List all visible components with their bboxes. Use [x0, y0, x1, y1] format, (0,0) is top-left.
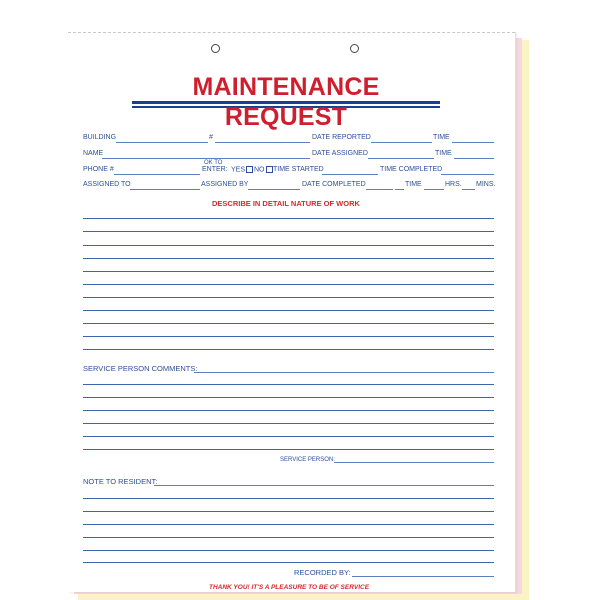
describe-line[interactable] — [83, 218, 494, 219]
punch-hole-right — [350, 44, 359, 53]
hours-label: HRS. — [445, 181, 462, 188]
service-person-label: SERVICE PERSON: — [280, 457, 335, 463]
comments-line[interactable] — [83, 384, 494, 385]
describe-line[interactable] — [83, 297, 494, 298]
time-assigned-label: TIME — [435, 150, 452, 157]
time-started-label: TIME STARTED — [273, 166, 324, 173]
service-person-field[interactable] — [334, 462, 494, 463]
note-line[interactable] — [83, 537, 494, 538]
note-line[interactable] — [83, 498, 494, 499]
building-label: BUILDING — [83, 134, 117, 141]
describe-line[interactable] — [83, 336, 494, 337]
note-line[interactable] — [83, 524, 494, 525]
time-completed-field[interactable] — [441, 174, 494, 175]
describe-heading: DESCRIBE IN DETAIL NATURE OF WORK — [212, 199, 360, 208]
date-completed-field-1[interactable] — [366, 189, 393, 190]
date-reported-label: DATE REPORTED — [312, 134, 371, 141]
note-to-resident-field[interactable] — [154, 485, 494, 486]
no-label: NO — [254, 166, 265, 174]
hours-field[interactable] — [462, 189, 475, 190]
describe-line[interactable] — [83, 258, 494, 259]
no-option[interactable] — [254, 166, 274, 174]
service-comments-field[interactable] — [194, 372, 494, 373]
building-field[interactable] — [116, 142, 208, 143]
date-completed-field-2[interactable] — [395, 189, 404, 190]
minutes-label: MINS. — [476, 181, 496, 188]
describe-line[interactable] — [83, 323, 494, 324]
time-label: TIME — [405, 181, 422, 188]
comments-line[interactable] — [83, 410, 494, 411]
ok-to-label: OK TO — [204, 160, 223, 166]
time-started-field[interactable] — [322, 174, 378, 175]
time-reported-field[interactable] — [452, 142, 494, 143]
yes-option[interactable] — [231, 166, 254, 174]
time-assigned-field[interactable] — [454, 158, 494, 159]
assigned-by-label: ASSIGNED BY — [201, 181, 249, 188]
date-assigned-label: DATE ASSIGNED — [312, 150, 368, 157]
punch-hole-left — [211, 44, 220, 53]
comments-line[interactable] — [83, 397, 494, 398]
phone-field[interactable] — [114, 174, 200, 175]
describe-line[interactable] — [83, 349, 494, 350]
unit-number-field[interactable] — [215, 142, 310, 143]
describe-line[interactable] — [83, 310, 494, 311]
enter-label: ENTER: — [202, 166, 228, 173]
assigned-by-field[interactable] — [248, 189, 300, 190]
no-checkbox[interactable] — [266, 166, 273, 173]
note-line[interactable] — [83, 550, 494, 551]
note-line[interactable] — [83, 562, 494, 563]
recorded-by-label: RECORDED BY: — [294, 568, 351, 577]
phone-label: PHONE # — [83, 166, 114, 173]
describe-line[interactable] — [83, 271, 494, 272]
service-comments-label: SERVICE PERSON COMMENTS: — [83, 364, 198, 373]
note-line[interactable] — [83, 511, 494, 512]
time-reported-label: TIME — [433, 134, 450, 141]
describe-line[interactable] — [83, 284, 494, 285]
name-label: NAME — [83, 150, 104, 157]
date-completed-label: DATE COMPLETED — [302, 181, 366, 188]
assigned-to-field[interactable] — [130, 189, 200, 190]
form-title: MAINTENANCE REQUEST — [192, 73, 380, 131]
yes-checkbox[interactable] — [246, 166, 253, 173]
note-to-resident-label: NOTE TO RESIDENT: — [83, 477, 158, 486]
unit-number-label: # — [209, 134, 213, 141]
footer-thanks: THANK YOU! IT'S A PLEASURE TO BE OF SERVICE — [209, 584, 370, 591]
perforation-line — [68, 32, 515, 33]
describe-line[interactable] — [83, 245, 494, 246]
yes-label: YES — [231, 166, 246, 174]
time-completed-label: TIME COMPLETED — [380, 166, 443, 173]
assigned-to-label: ASSIGNED TO — [83, 181, 131, 188]
time-field[interactable] — [424, 189, 444, 190]
date-assigned-field[interactable] — [368, 158, 434, 159]
describe-line[interactable] — [83, 231, 494, 232]
recorded-by-field[interactable] — [352, 576, 494, 577]
comments-line[interactable] — [83, 449, 494, 450]
comments-line[interactable] — [83, 436, 494, 437]
date-reported-field[interactable] — [371, 142, 432, 143]
comments-line[interactable] — [83, 423, 494, 424]
